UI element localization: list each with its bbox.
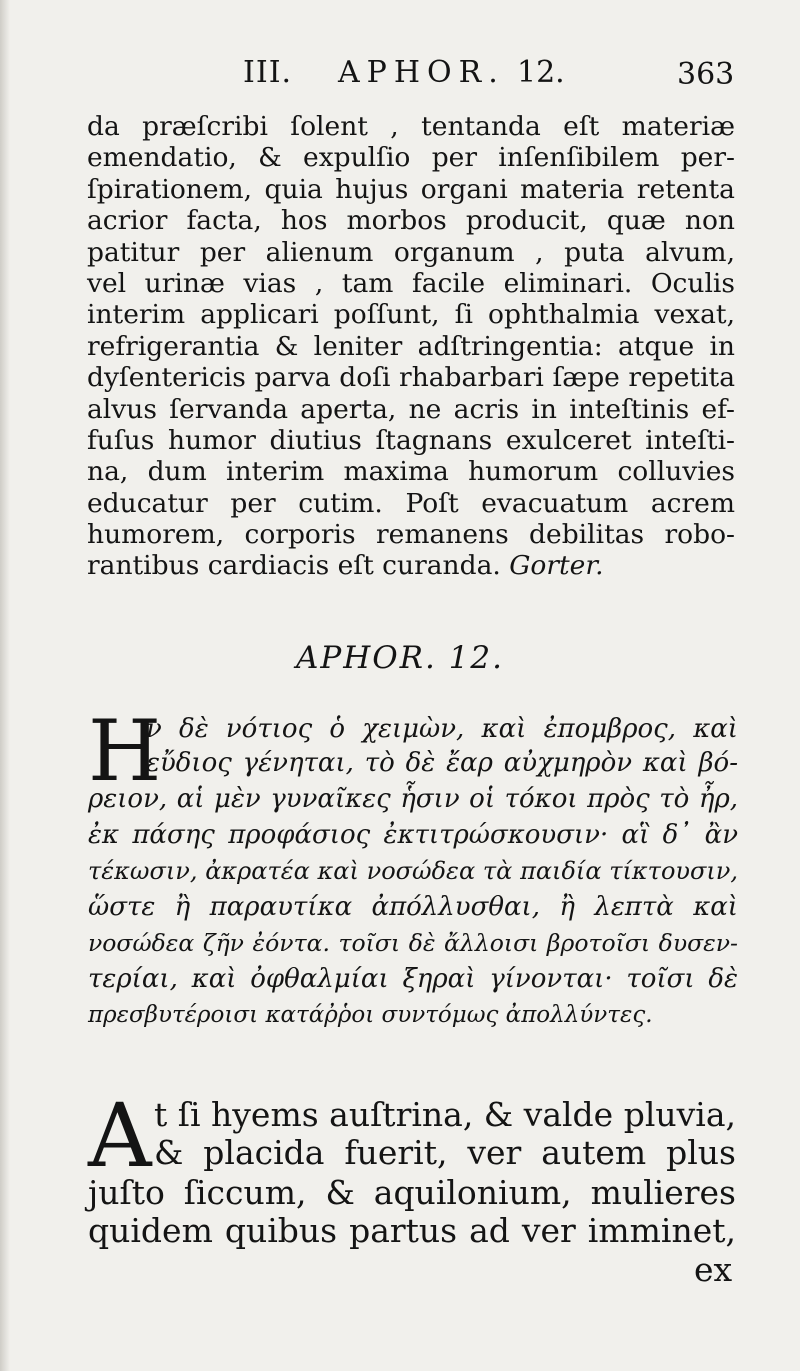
text-line: interim applicari poſſunt, ſi ophthalmia vexat, bbox=[87, 299, 735, 331]
text-line: refrigerantia & leniter adſtringentia: atque in bbox=[87, 330, 735, 362]
greek-line: νοσώδεα ζῆν ἐόντα. τοῖσι δὲ ἄλλοισι βροτοῖσι δυσεν- bbox=[88, 929, 738, 957]
header-aphor-number: 12. bbox=[517, 55, 565, 90]
translation-line: & placida fuerit, ver autem plus bbox=[154, 1133, 736, 1172]
text-line: ſpirationem, quia hujus organi materia retenta bbox=[87, 173, 735, 205]
translation-line: juſto ſiccum, & aquilonium, mulieres bbox=[88, 1173, 736, 1212]
drop-cap-a: A bbox=[88, 1084, 152, 1187]
running-header bbox=[0, 55, 800, 95]
text-line-end: rantibus cardiacis eſt curanda. bbox=[87, 550, 501, 582]
header-section: III. bbox=[243, 55, 293, 90]
author-citation: Gorter. bbox=[509, 550, 604, 582]
text-line: humorem, corporis remanens debilitas robo- bbox=[87, 519, 735, 551]
text-line: emendatio, & expulſio per inſenſibilem per- bbox=[87, 142, 735, 174]
translation-line: t ſi hyems auſtrina, & valde pluvia, bbox=[154, 1095, 736, 1134]
commentary-paragraph bbox=[87, 111, 735, 582]
greek-line: ν δὲ νότιος ὁ χειμὼν, καὶ ἐπομβρος, καὶ bbox=[146, 714, 738, 744]
page-number: 363 bbox=[677, 57, 735, 92]
aphorism-heading bbox=[0, 640, 800, 676]
text-line: acrior facta, hos morbos producit, quæ non bbox=[87, 205, 735, 237]
text-line: da præſcribi ſolent , tentanda eſt materiæ bbox=[87, 111, 735, 142]
greek-line: τέκωσιν, ἀκρατέα καὶ νοσώδεα τὰ παιδία τίκτουσιν, bbox=[88, 857, 738, 885]
text-line: fuſus humor diutius ſtagnans exulceret inteſti- bbox=[87, 424, 735, 456]
greek-line-last: πρεσβυτέροισι κατάῤῥοι συντόμως ἀπολλύντες. bbox=[88, 1002, 653, 1028]
drop-cap-h: H bbox=[88, 702, 162, 800]
text-line: vel urinæ vias , tam facile eliminari. Oculis bbox=[87, 267, 735, 299]
translation-line: quidem quibus partus ad ver imminet, bbox=[88, 1211, 736, 1250]
catchword: ex bbox=[694, 1250, 733, 1289]
greek-line: ὥστε ἢ παραυτίκα ἀπόλλυσθαι, ἢ λεπτὰ καὶ bbox=[88, 892, 738, 922]
text-line: dyſentericis parva doſi rhabarbari ſæpe repetita bbox=[87, 362, 735, 394]
greek-line: ρειον, αἱ μὲν γυναῖκες ἧσιν οἱ τόκοι πρὸς τὸ ἦρ, bbox=[88, 784, 738, 814]
aphorism-heading-text: APHOR. 12. bbox=[295, 640, 505, 676]
greek-line: εὔδιος γένηται, τὸ δὲ ἔαρ αὐχμηρὸν καὶ βό- bbox=[146, 748, 738, 778]
text-line: na, dum interim maxima humorum colluvies bbox=[87, 456, 735, 488]
greek-line: τερίαι, καὶ ὀφθαλμίαι ξηραὶ γίνονται· τοῖσι δὲ bbox=[88, 964, 738, 994]
text-line: educatur per cutim. Poſt evacuatum acrem bbox=[87, 487, 735, 519]
text-line-last bbox=[87, 550, 735, 581]
page-edge-shadow bbox=[0, 0, 10, 1371]
header-aphor: APHOR. bbox=[338, 55, 505, 90]
text-line: alvus ſervanda aperta, ne acris in inteſtinis ef- bbox=[87, 393, 735, 425]
text-line: patitur per alienum organum , puta alvum, bbox=[87, 236, 735, 268]
greek-line: ἐκ πάσης προφάσιος ἐκτιτρώσκουσιν· αἳ δ᾽ ἂν bbox=[88, 820, 738, 850]
